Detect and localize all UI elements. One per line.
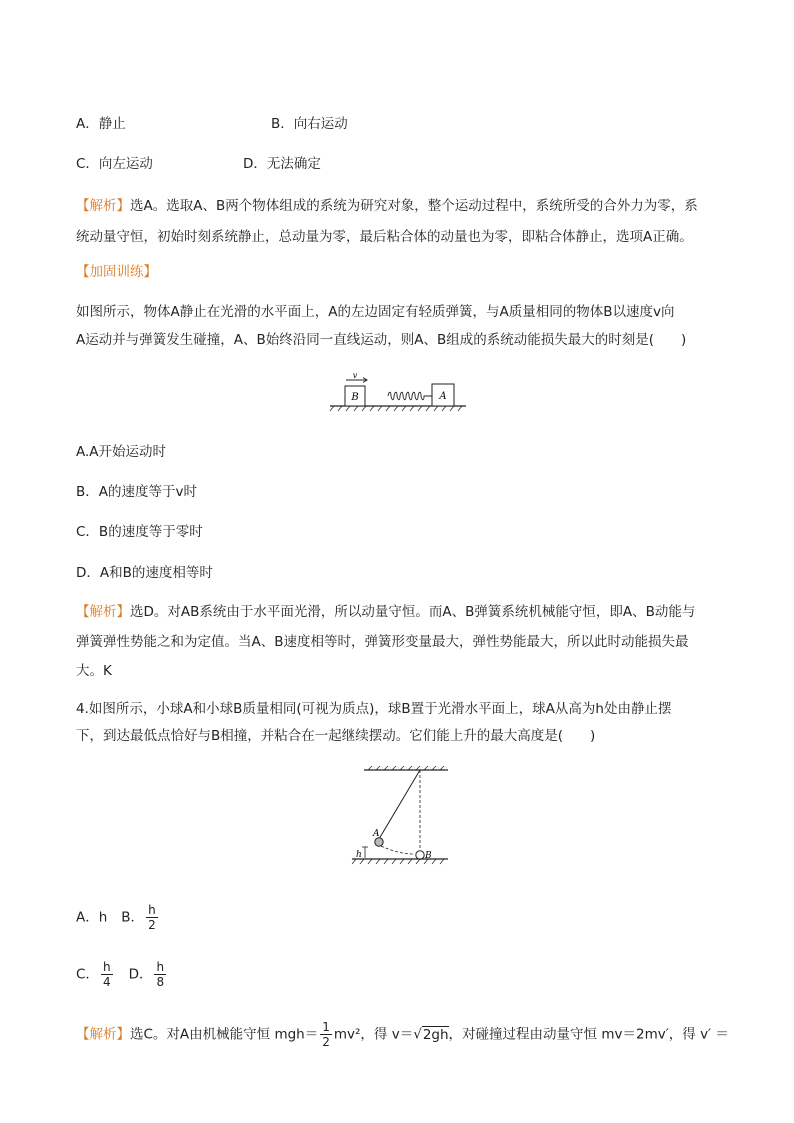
analysis-text-2: mv²，得 v＝ — [333, 1026, 414, 1043]
ball-b-label: B — [425, 851, 432, 861]
pendulum-string — [379, 770, 420, 839]
analysis-text: 选A。选取A、B两个物体组成的系统为研究对象，整个运动过程中，系统所受的合外力为零，系 — [130, 198, 698, 214]
sqrt-symbol: √ — [413, 1026, 422, 1043]
swing-arc — [381, 846, 414, 854]
training-option-c: C．B的速度等于零时 — [76, 524, 203, 540]
spring-collision-figure — [328, 370, 468, 414]
block-b-label: B — [351, 392, 359, 403]
training-option-b: B．A的速度等于v时 — [76, 484, 197, 500]
training-option-d: D．A和B的速度相等时 — [76, 565, 213, 581]
one-half-fraction: $\frac{1}{2}$ — [322, 1020, 330, 1049]
q4-option-b-label: B． — [121, 909, 145, 926]
training-analysis-line-1 — [76, 602, 695, 622]
velocity-label: v — [352, 371, 358, 380]
q4-stem-line-2: 下，到达最低点恰好与B相撞，并粘合在一起继续摆动。它们能上升的最大高度是( ) — [76, 728, 596, 744]
q4-option-a: A．h — [76, 909, 108, 926]
q4-analysis-line — [76, 1020, 729, 1049]
training-analysis-line-3: 大。K — [76, 663, 112, 679]
q4-option-d-label: D． — [128, 966, 153, 983]
training-stem-line-1: 如图所示，物体A静止在光滑的水平面上，A的左边固定有轻质弹簧，与A质量相同的物体B以速度v向 — [76, 304, 675, 320]
analysis-text-3: ，对碰撞过程由动量守恒 mv＝2mv′，得 v′ ＝ — [448, 1026, 729, 1043]
q2-option-c: C．向左运动 — [76, 156, 153, 172]
q2-option-d: D．无法确定 — [243, 156, 321, 172]
q4-option-b-fraction: $\frac{h}{2}$ — [148, 903, 156, 932]
analysis-text-1: 选C。对A由机械能守恒 mgh＝ — [130, 1026, 319, 1043]
sqrt-content: 2gh — [422, 1026, 449, 1043]
training-heading: 【加固训练】 — [76, 264, 157, 280]
training-stem-line-2: A运动并与弹簧发生碰撞，A、B始终沿同一直线运动，则A、B组成的系统动能损失最大的时刻是( ) — [76, 332, 687, 348]
q2-analysis-line-1 — [76, 196, 698, 216]
ball-b — [416, 851, 424, 859]
training-option-a: A.A开始运动时 — [76, 444, 167, 460]
analysis-tag: 【解析】 — [76, 604, 130, 620]
analysis-text: 选D。对AB系统由于水平面光滑，所以动量守恒。而A、B弹簧系统机械能守恒，即A、B动能与 — [130, 604, 696, 620]
block-a-label: A — [439, 391, 447, 402]
q2-analysis-line-2: 统动量守恒，初始时刻系统静止，总动量为零，最后粘合体的动量也为零，即粘合体静止，选项A正确。 — [76, 229, 693, 245]
ball-a — [375, 838, 383, 846]
q4-stem-line-1: 4.如图所示，小球A和小球B质量相同(可视为质点)，球B置于光滑水平面上，球A从高为h处由静止摆 — [76, 701, 672, 717]
q2-option-a: A．静止 — [76, 116, 126, 132]
q4-options-row-2 — [76, 960, 168, 989]
analysis-tag: 【解析】 — [76, 198, 130, 214]
q4-options-row-1 — [76, 903, 160, 932]
q2-option-b: B．向右运动 — [271, 116, 348, 132]
height-label: h — [356, 850, 362, 860]
training-analysis-line-2: 弹簧弹性势能之和为定值。当A、B速度相等时，弹簧形变量最大，弹性势能最大，所以此时动能损失最 — [76, 634, 689, 650]
spring — [388, 392, 432, 400]
q4-option-c-fraction: $\frac{h}{4}$ — [102, 960, 111, 989]
q4-option-c-label: C． — [76, 966, 99, 983]
ball-a-label: A — [373, 829, 380, 839]
analysis-tag: 【解析】 — [76, 1026, 130, 1043]
q4-option-d-fraction: $\frac{h}{8}$ — [156, 960, 165, 989]
pendulum-figure — [348, 766, 452, 866]
